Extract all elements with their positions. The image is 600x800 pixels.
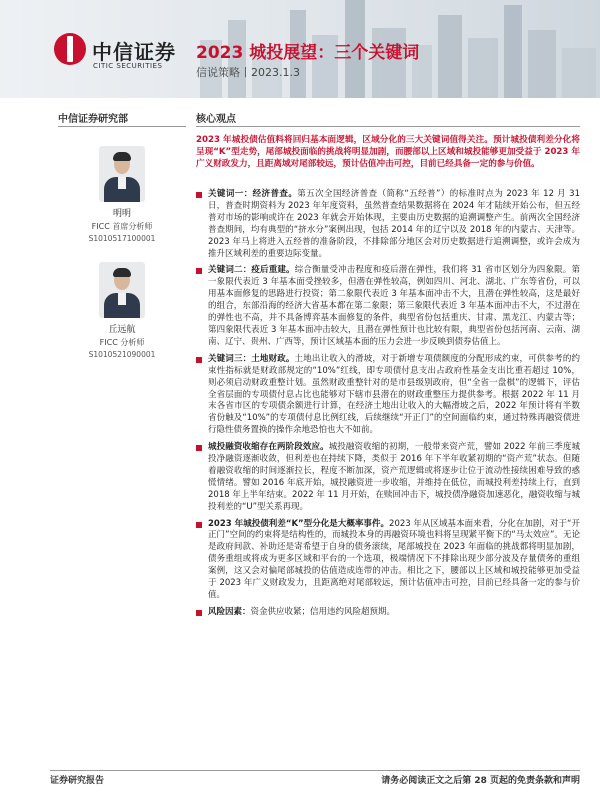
analyst-cert: S1010517100001 [88, 234, 156, 243]
divider-right [196, 126, 580, 127]
key-point-lead: 关键词三：土地财政。 [208, 353, 295, 364]
analyst-card [58, 146, 186, 245]
key-point-text: 城投融资收缩的初期，一般带来资产荒，譬如 2022 年前三季度城投净融资逐渐收敛，但利差也在持续下降，类似于 2016 年下半年收紧初期的“资产荒”状态。但随着融资收缩的时间逐渐拉长，程度不断加深，资产荒逻辑或将逐步让位于流动性接续困难导致的惑慌情绪。譬如 2016 年底开始，城投融资进一步收缩，并维持在低位，而城投利差持续上行，直到 2018 年上半年结束。2022 年 11 月开始，在赎回冲击下，城投债净融资加速恶化，融资收缩与城投利差的“U”型关系再现。 [208, 442, 580, 512]
key-point-text: 资金供应收紧；信用违约风险超预期。 [250, 606, 396, 617]
key-point [196, 607, 580, 619]
section-label: 核心观点 [196, 114, 236, 125]
report-subtitle: 信说策略丨2023.1.3 [196, 66, 300, 79]
key-point-lead: 风险因素： [208, 606, 251, 617]
key-point-lead: 关键词二：疫后重建。 [208, 265, 295, 276]
analyst-photo [99, 262, 145, 318]
footer-disclaimer: 请务必阅读正文之后第 28 页起的免责条款和声明 [381, 776, 580, 786]
key-point [196, 519, 580, 602]
citic-logo-icon [54, 33, 86, 65]
report-title: 2023 城投展望：三个关键词 [196, 43, 420, 63]
key-point [196, 354, 580, 437]
footer-divider [50, 770, 580, 771]
analyst-name: 丘远航 [108, 325, 136, 335]
bullet-square-icon [196, 268, 202, 274]
key-point-text: 2023 年从区域基本面来看，分化在加剧，对于“开正门”空间的约束将是结构性的，而城投本身的再融资环境也料将呈现紧平衡下的“马太效应”。无论是政府间款、补助还是寄希望于自身的债务滚续，尾部城投在 2023 年面临的挑战都将明显加剧，债务重组或将成为更多区域和平台的一个选项，极端情况下不排除出现少部分波及存量债务的重组案例，这又会对偏尾部城投的估值造成连带的冲击。相比之下，腰部以上区域和城投能够更加受益于 2023 年广义财政发力，且距离绝对尾部较远，预计估值冲击可控，目前已经具备一定的参与价值。 [208, 518, 580, 600]
key-point [196, 189, 580, 260]
key-point-text: 第五次全国经济普查（简称“五经普”）的标准时点为 2023 年 12 月 31 日，普查时期资料为 2023 年年度资料，虽然普查结果数据将在 2024 年才陆续开始公布，但五经普对市场的影响或许在 2023 年就会开始体现，主要由历史数据的追溯调整产生。前两次全国经济普查期间，均有典型的“挤水分”案例出现，包括 2014 年的辽宁以及 2018 年的内蒙古、天津等。2023 年马上将进入五经普的准备阶段，不排除部分地区会对历史数据进行追溯调整，或许会成为推升区域利差的重要边际变量。 [208, 189, 580, 259]
key-point-lead: 城投融资收缩存在两阶段效应。 [208, 442, 329, 453]
key-point-lead: 2023 年城投债利差“K”型分化是大概率事件。 [208, 518, 390, 529]
report-header [0, 0, 600, 98]
bullet-square-icon [196, 522, 202, 528]
bullet-square-icon [196, 192, 202, 198]
key-point-text: 土地出让收入的滑坡，对于新增专项债额度的分配形成约束，可供参考的约束性指标就是财政部规定的“10%”红线，即专项债付息支出占政府性基金支出比重若超过 10%，则必须启动财政重整计划。虽然财政重整针对的是市县级别政府，但“全省一盘棋”的逻辑下，评估全省层面的专项债付息占比也能够对下辖市县潜在的财政重整压力提供参考。根据 2022 年 11 月末各省市区的专项债余额进行计算，在经济土地出让收入的大幅滑坡之后，2022 年预计将有半数省份触及“10%”的专项债付息比例红线，后续继续“开正门”的空间面临约束，通过特殊再融资债进行隐性债务置换的操作余地恐怕也大不如前。 [208, 353, 580, 436]
bullet-square-icon [196, 357, 202, 363]
logo-chinese-text: 中信证券 [92, 40, 176, 64]
core-summary: 2023 年城投债估值料将回归基本面逻辑，区域分化的三大关键词值得关注。预计城投债利差分化将呈现“K”型走势，尾部城投面临的挑战将明显加剧，而腰部以上区域和城投能够更加受益于 2023 年广义财政发力，且距离域对尾部较远，预计估值冲击可控，目前已经具备一定的参与价值。 [196, 135, 580, 170]
analyst-card [58, 262, 186, 361]
key-point [196, 442, 580, 513]
analyst-name: 明明 [112, 209, 131, 219]
key-point-text: 综合衡量受冲击程度和疫后潜在弹性，我们将 31 省市区划分为四象限。第一象限代表近 3 年基本面受挫较多，但潜在弹性较高，例如四川、河北、湖北、广东等省份，可以用基本面修复的思路进行投资；第二象限代表近 3 年基本面冲击不大，且潜在弹性较高，这是最好的组合，东部沿海的经济大省基本都在第二象限；第三象限代表近 3 年基本面冲击不大，不过潜在的弹性也不高，并不具备博弈基本面修复的条件，典型省份包括重庆、甘肃、黑龙江、内蒙古等；第四象限代表近 3 年基本面冲击较大，且潜在弹性预计也比较有限，典型省份包括河南、云南、湖南、辽宁、贵州、广西等，预计区域基本面的压力会进一步反映到债券估值上。 [208, 265, 580, 347]
key-points-list [196, 189, 580, 624]
institute-label: 中信证券研究部 [58, 114, 128, 125]
bullet-square-icon [196, 445, 202, 451]
analyst-photo [99, 146, 145, 202]
analyst-cert: S1010521090001 [88, 350, 156, 359]
analyst-role: FICC 首席分析师 [91, 222, 153, 231]
divider-left [58, 126, 186, 127]
key-point-lead: 关键词一：经济普查。 [208, 189, 298, 199]
footer-report-type: 证券研究报告 [50, 776, 105, 786]
logo-english-text: CITIC SECURITIES [93, 62, 163, 70]
key-point [196, 265, 580, 348]
bullet-square-icon [196, 610, 202, 616]
analyst-role: FICC 分析师 [99, 338, 145, 347]
